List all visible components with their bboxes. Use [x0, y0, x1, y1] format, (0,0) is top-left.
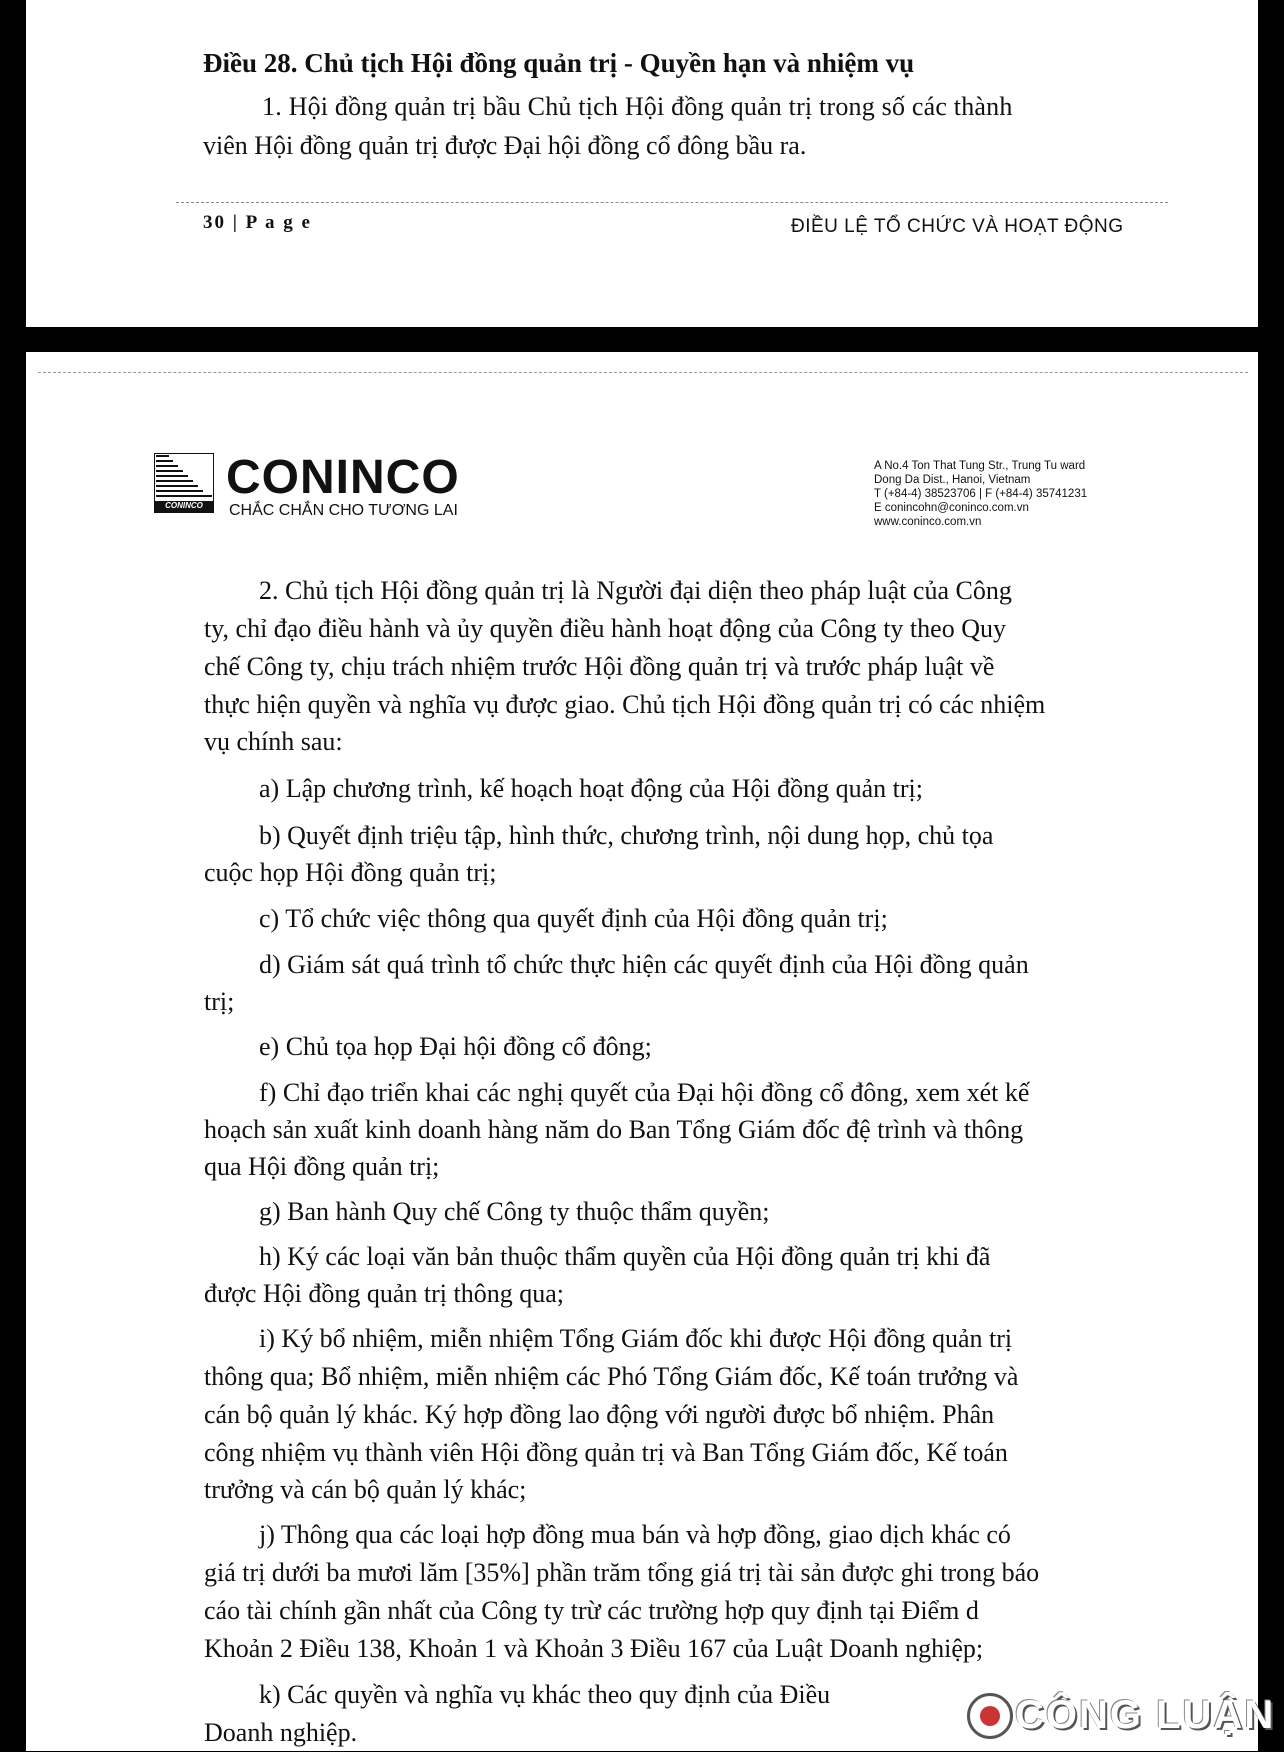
watermark-logo-icon	[967, 1693, 1013, 1739]
list-item-k: k) Các quyền và nghĩa vụ khác theo quy định của Điều	[259, 1680, 831, 1709]
list-item-h: h) Ký các loại văn bản thuộc thẩm quyền của Hội đồng quản trị khi đã	[259, 1242, 991, 1271]
body-line: giá trị dưới ba mươi lăm [35%] phần trăm tổng giá trị tài sản được ghi trong báo	[204, 1558, 1040, 1587]
paragraph-line: 1. Hội đồng quản trị bầu Chủ tịch Hội đồng quản trị trong số các thành	[262, 92, 1013, 121]
list-item-b: b) Quyết định triệu tập, hình thức, chương trình, nội dung họp, chủ tọa	[259, 821, 994, 850]
body-line: 2. Chủ tịch Hội đồng quản trị là Người đại diện theo pháp luật của Công	[259, 576, 1012, 605]
body-line: được Hội đồng quản trị thông qua;	[204, 1279, 565, 1308]
brand-tagline: CHẮC CHẮN CHO TƯƠNG LAI	[229, 502, 458, 519]
body-line: vụ chính sau:	[204, 727, 343, 756]
address-line: Dong Da Dist., Hanoi, Vietnam	[874, 474, 1031, 486]
document-page	[26, 352, 1258, 1751]
header-divider	[38, 372, 1248, 373]
body-line: trị;	[204, 987, 235, 1016]
body-line: thông qua; Bổ nhiệm, miễn nhiệm các Phó Tổng Giám đốc, Kế toán trưởng và	[204, 1362, 1019, 1391]
body-line: cuộc họp Hội đồng quản trị;	[204, 858, 497, 887]
phone-fax: T (+84-4) 38523706 | F (+84-4) 35741231	[874, 488, 1088, 500]
body-line: trưởng và cán bộ quản lý khác;	[204, 1475, 527, 1504]
address-line: A No.4 Ton That Tung Str., Trung Tu ward	[874, 460, 1086, 472]
list-item-a: a) Lập chương trình, kế hoạch hoạt động của Hội đồng quản trị;	[259, 774, 923, 803]
body-line: hoạch sản xuất kinh doanh hàng năm do Ban Tổng Giám đốc đệ trình và thông	[204, 1115, 1024, 1144]
body-line: thực hiện quyền và nghĩa vụ được giao. Chủ tịch Hội đồng quản trị có các nhiệm	[204, 690, 1046, 719]
previous-page-fragment	[26, 0, 1258, 327]
email-address: E conincohn@coninco.com.vn	[874, 502, 1029, 514]
body-line: Khoản 2 Điều 138, Khoản 1 và Khoản 3 Điều 167 của Luật Doanh nghiệp;	[204, 1634, 984, 1663]
footer-divider	[176, 202, 1168, 203]
body-line: ty, chỉ đạo điều hành và ủy quyền điều hành hoạt động của Công ty theo Quy	[204, 614, 1006, 643]
body-line: cáo tài chính gần nhất của Công ty trừ các trường hợp quy định tại Điểm d	[204, 1596, 979, 1625]
body-line: chế Công ty, chịu trách nhiệm trước Hội đồng quản trị và trước pháp luật về	[204, 652, 995, 681]
list-item-c: c) Tổ chức việc thông qua quyết định của Hội đồng quản trị;	[259, 904, 888, 933]
contact-block	[874, 459, 1087, 529]
list-item-f: f) Chỉ đạo triển khai các nghị quyết của Đại hội đồng cổ đông, xem xét kế	[259, 1078, 1030, 1107]
logo-badge: CONINCO	[165, 501, 203, 510]
paragraph-line: viên Hội đồng quản trị được Đại hội đồng cổ đông bầu ra.	[203, 131, 807, 160]
body-line: cán bộ quản lý khác. Ký hợp đồng lao động với người được bổ nhiệm. Phân	[204, 1400, 995, 1429]
list-item-i: i) Ký bổ nhiệm, miễn nhiệm Tổng Giám đốc khi được Hội đồng quản trị	[259, 1324, 1013, 1353]
page-number: 30 | P a g e	[203, 212, 312, 233]
list-item-e: e) Chủ tọa họp Đại hội đồng cổ đông;	[259, 1032, 652, 1061]
list-item-g: g) Ban hành Quy chế Công ty thuộc thẩm quyền;	[259, 1197, 770, 1226]
website: www.coninco.com.vn	[874, 516, 982, 528]
body-line: Doanh nghiệp.	[204, 1718, 358, 1747]
watermark: CÔNG LUẬN	[1015, 1693, 1276, 1737]
list-item-j: j) Thông qua các loại hợp đồng mua bán và hợp đồng, giao dịch khác có	[259, 1520, 1011, 1549]
footer-document-title: ĐIỀU LỆ TỔ CHỨC VÀ HOẠT ĐỘNG	[791, 216, 1124, 237]
article-title: Điều 28. Chủ tịch Hội đồng quản trị - Quyền hạn và nhiệm vụ	[203, 48, 915, 78]
brand-name: CONINCO	[226, 451, 460, 504]
list-item-d: d) Giám sát quá trình tổ chức thực hiện các quyết định của Hội đồng quản	[259, 950, 1029, 979]
body-line: qua Hội đồng quản trị;	[204, 1152, 440, 1181]
body-line: công nhiệm vụ thành viên Hội đồng quản trị và Ban Tổng Giám đốc, Kế toán	[204, 1438, 1008, 1467]
